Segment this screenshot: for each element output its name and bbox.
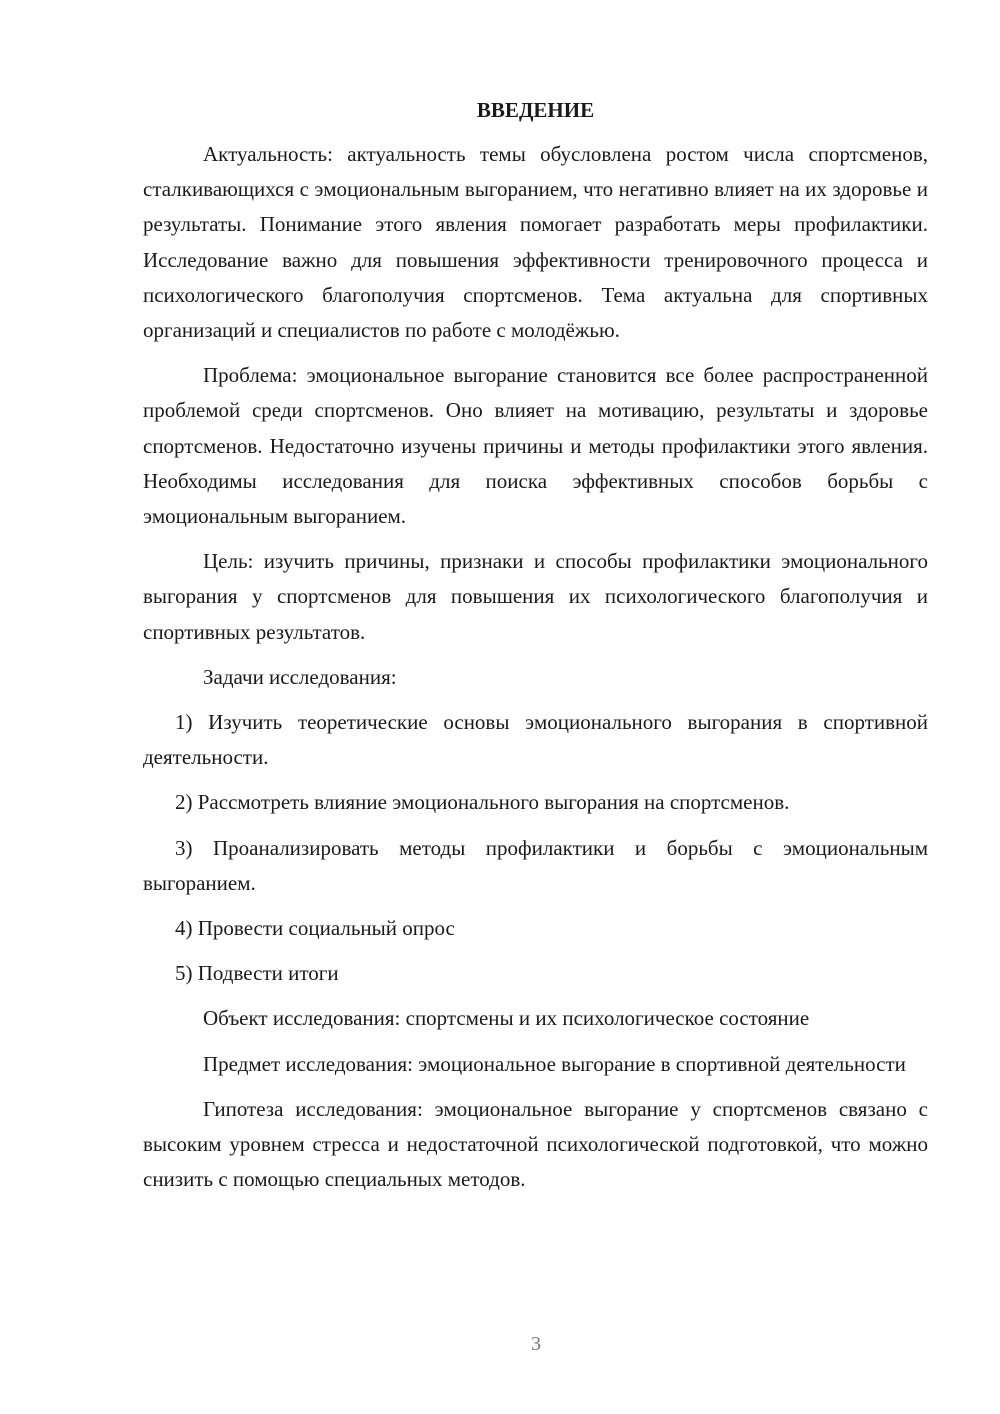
hypothesis-paragraph: Гипотеза исследования: эмоциональное выгорание у спортсменов связано с высоким уровнем стресса и недостаточной психологической подготовкой, что можно снизить с помощью специальных методов. — [143, 1096, 928, 1192]
task-item-5: 5) Подвести итоги — [175, 961, 339, 986]
task-item-1: 1) Изучить теоретические основы эмоционального выгорания в спортивной деятельности. — [143, 710, 928, 770]
research-subject-paragraph: Предмет исследования: эмоциональное выгорание в спортивной деятельности — [203, 1051, 906, 1076]
page-number: 3 — [531, 1333, 541, 1355]
task-item-4: 4) Провести социальный опрос — [175, 916, 455, 941]
tasks-heading: Задачи исследования: — [203, 664, 397, 689]
section-title: ВВЕДЕНИЕ — [476, 98, 595, 122]
document-page — [143, 95, 928, 1207]
problem-paragraph: Проблема: эмоциональное выгорание становится все более распространенной проблемой среди спортсменов. Оно влияет на мотивацию, результаты и здоровье спортсменов. Недостаточно изучены причины и методы профилактики этого явления. Необходимы исследования для поиска эффективных способов борьбы с эмоциональным выгоранием. — [143, 363, 928, 529]
task-item-3: 3) Проанализировать методы профилактики и борьбы с эмоциональным выгоранием. — [143, 835, 928, 895]
goal-paragraph: Цель: изучить причины, признаки и способы профилактики эмоционального выгорания у спортсменов для повышения их психологического благополучия и спортивных результатов. — [143, 549, 928, 644]
research-object-paragraph: Объект исследования: спортсмены и их психологическое состояние — [203, 1006, 810, 1031]
relevance-paragraph: Актуальность: актуальность темы обусловлена ростом числа спортсменов, сталкивающихся с эмоциональным выгоранием, что негативно влияет на их здоровье и результаты. Понимание этого явления помогает разработать меры профилактики. Исследование важно для повышения эффективности тренировочного процесса и психологического благополучия спортсменов. Тема актуальна для спортивных организаций и специалистов по работе с молодёжью. — [143, 142, 928, 343]
task-item-2: 2) Рассмотреть влияние эмоционального выгорания на спортсменов. — [175, 790, 790, 815]
